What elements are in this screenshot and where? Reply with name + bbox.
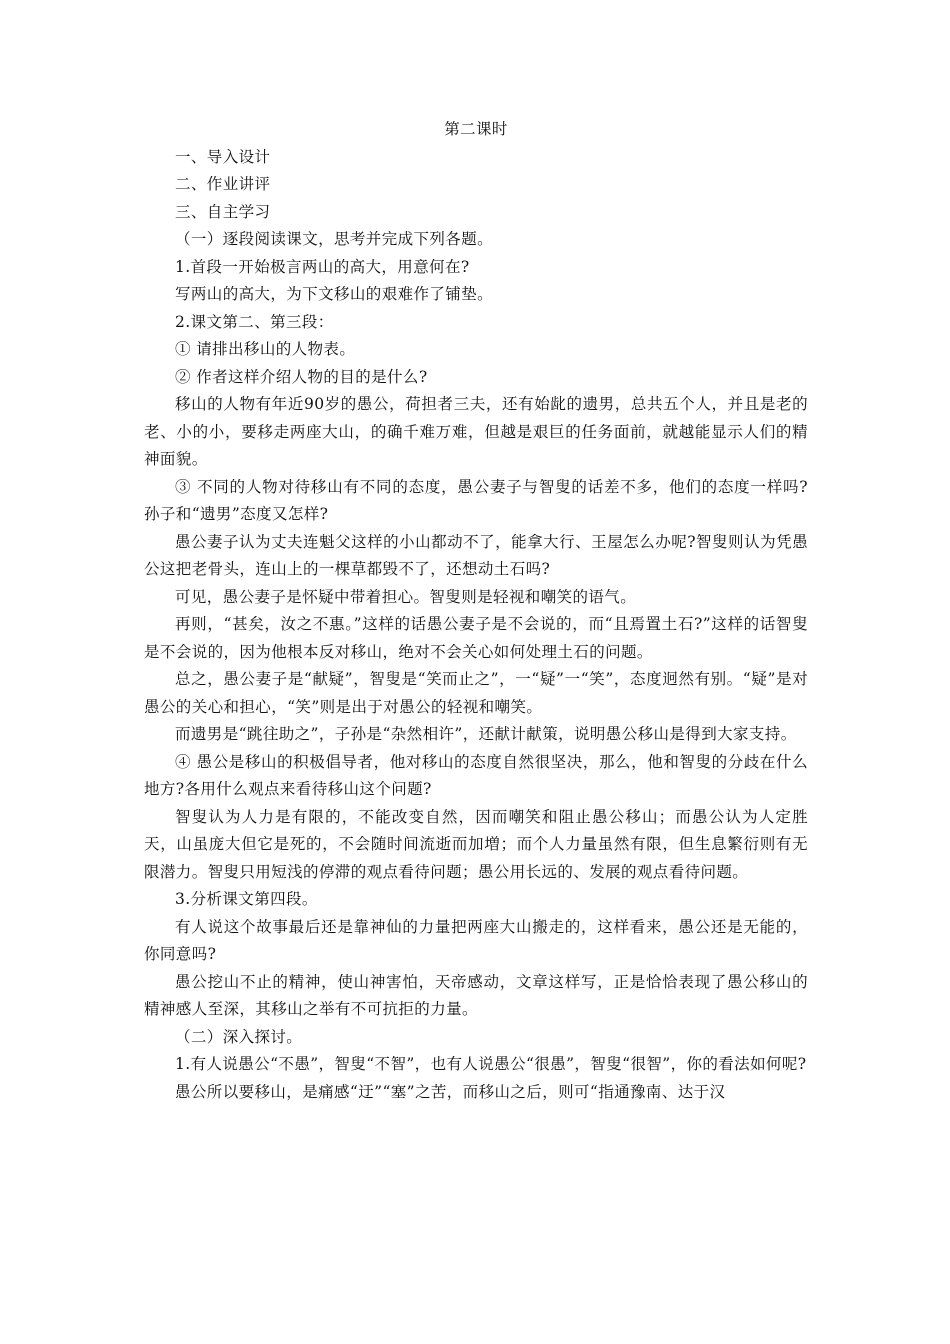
document-body	[144, 116, 808, 1106]
section-heading: 一、导入设计	[175, 147, 271, 166]
question: 1.首段一开始极言两山的高大，用意何在?	[175, 257, 470, 276]
page-title: 第二课时	[444, 120, 508, 138]
sub-question: ③ 不同的人物对待移山有不同的态度，愚公妻子与智叟的话差不多，他们的态度一样吗?孙子和“遗男”态度又怎样?	[144, 477, 808, 523]
subsection-heading: （一）逐段阅读课文，思考并完成下列各题。	[175, 230, 494, 248]
section-heading: 二、作业讲评	[175, 175, 271, 193]
answer: 再则，“甚矣，汝之不惠。”这样的话愚公妻子是不会说的，而“且焉置土石?”这样的话智叟是不会说的，因为他根本反对移山，绝对不会关心如何处理土石的问题。	[144, 615, 808, 661]
subsection-heading: （二）深入探讨。	[175, 1027, 303, 1046]
sub-question: ④ 愚公是移山的积极倡导者，他对移山的态度自然很坚决，那么，他和智叟的分歧在什么地方?各用什么观点来看待移山这个问题?	[144, 752, 808, 798]
sub-question: ② 作者这样介绍人物的目的是什么?	[175, 367, 428, 386]
answer: 智叟认为人力是有限的，不能改变自然，因而嘲笑和阻止愚公移山；而愚公认为人定胜天，山虽庞大但它是死的，不会随时间流逝而加増；而个人力量虽然有限，但生息繁衍则有无限潜力。智叟只用短浅的停滞的观点看待问题；愚公用长远的、发展的观点看待问题。	[144, 807, 808, 881]
answer: 写两山的高大，为下文移山的艰难作了铺垫。	[175, 285, 494, 303]
question: 1.有人说愚公“不愚”，智叟“不智”，也有人说愚公“很愚”，智叟“很智”，你的看法如何呢?	[175, 1055, 807, 1073]
answer: 而遗男是“跳往助之”，子孙是“杂然相许”，还献计献策，说明愚公移山是得到大家支持。	[175, 725, 797, 743]
question: 3.分析课文第四段。	[175, 890, 318, 908]
section-heading: 三、自主学习	[175, 202, 271, 221]
question: 有人说这个故事最后还是靠神仙的力量把两座大山搬走的，这样看来，愚公还是无能的，你同意吗?	[144, 917, 808, 963]
sub-question: ① 请排出移山的人物表。	[175, 340, 356, 358]
answer: 愚公所以要移山，是痛感“迂”“塞”之苦，而移山之后，则可“指通豫南、达于汉	[175, 1082, 726, 1101]
answer: 移山的人物有年近90岁的愚公，荷担者三夫，还有始龀的遗男，总共五个人，并且是老的老、小的小，要移走两座大山，的确千难万难，但越是艰巨的任务面前，就越能显示人们的精神面貌。	[144, 395, 808, 468]
answer: 可见，愚公妻子是怀疑中带着担心。智叟则是轻视和嘲笑的语气。	[175, 587, 637, 606]
answer: 愚公挖山不止的精神，使山神害怕，天帝感动，文章这样写，正是恰恰表现了愚公移山的精神感人至深，其移山之举有不可抗拒的力量。	[144, 972, 808, 1018]
question: 2.课文第二、第三段：	[175, 312, 334, 331]
answer: 愚公妻子认为丈夫连魁父这样的小山都动不了，能拿大行、王屋怎么办呢?智叟则认为凭愚公这把老骨头，连山上的一棵草都毁不了，还想动土石吗?	[144, 532, 808, 578]
answer: 总之，愚公妻子是“献疑”，智叟是“笑而止之”，一“疑”一“笑”，态度迥然有别。“疑”是对愚公的关心和担心，“笑”则是出于对愚公的轻视和嘲笑。	[144, 670, 808, 716]
